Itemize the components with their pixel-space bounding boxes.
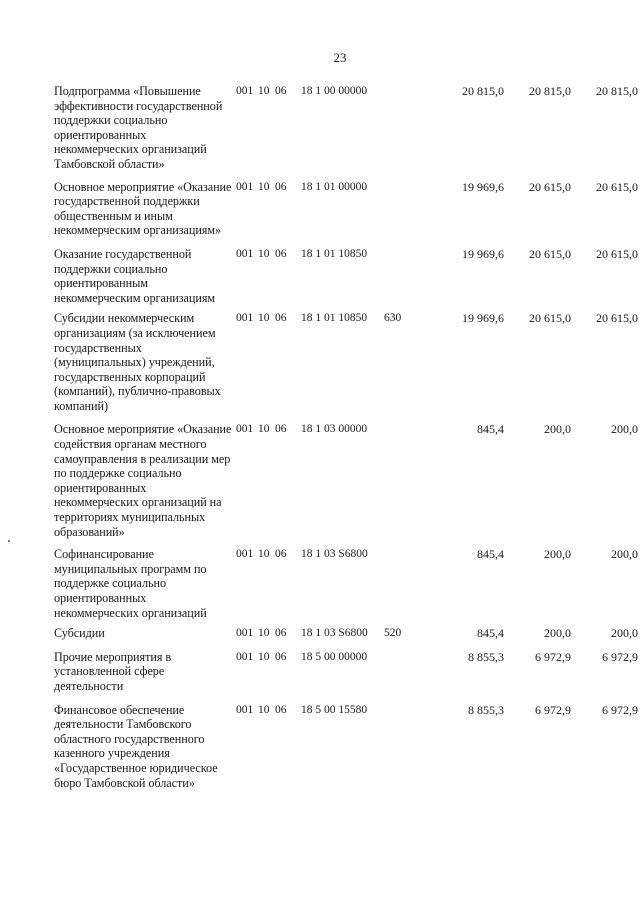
row-sum-2: 6 972,9 (535, 702, 571, 717)
row-name: Основное мероприятие «Оказание содействия органам местного самоуправления в реализации мер по поддержке социально ориентированных некоммерческих организаций на территориях муниципальных образований» (54, 422, 232, 539)
row-pr: 06 (275, 650, 287, 663)
page-number: 23 (333, 50, 347, 65)
row-rz: 10 (258, 627, 270, 640)
table-row (54, 311, 638, 413)
row-name: Основное мероприятие «Оказание государственной поддержки общественным и иным некоммерческим организациям» (54, 179, 232, 238)
table-row (54, 649, 638, 694)
row-pr: 06 (275, 703, 287, 716)
row-pr: 06 (275, 548, 287, 561)
row-sum-1: 19 969,6 (462, 311, 504, 326)
row-pr: 06 (275, 247, 287, 260)
row-sum-2: 20 615,0 (529, 246, 571, 261)
row-sum-1: 845,4 (477, 626, 504, 641)
row-pr: 06 (275, 180, 287, 193)
row-csr: 18 1 03 00000 (301, 423, 368, 436)
row-sum-1: 19 969,6 (462, 179, 504, 194)
row-csr: 18 1 00 00000 (301, 85, 368, 97)
row-ved: 001 (236, 548, 254, 561)
row-sum-1: 20 815,0 (462, 84, 504, 98)
row-name: Финансовое обеспечение деятельности Тамбовского областного государственного казенного учреждения «Государственное юридическое бюро Тамбовской области» (54, 702, 218, 790)
row-rz: 10 (258, 703, 270, 716)
row-rz: 10 (258, 180, 270, 193)
row-csr: 18 1 03 S6800 (301, 627, 368, 640)
row-sum-3: 20 615,0 (596, 311, 638, 326)
row-ved: 001 (236, 703, 254, 716)
row-sum-2: 200,0 (544, 626, 571, 641)
row-csr: 18 1 01 00000 (301, 180, 368, 193)
table-row (54, 626, 638, 641)
row-sum-1: 845,4 (477, 547, 504, 562)
row-rz: 10 (258, 312, 270, 325)
row-vr: 520 (384, 627, 402, 640)
row-name: Прочие мероприятия в установленной сфере деятельности (54, 649, 172, 693)
row-ved: 001 (236, 85, 254, 97)
row-sum-3: 20 815,0 (596, 84, 638, 98)
row-rz: 10 (258, 247, 270, 260)
row-sum-3: 200,0 (611, 547, 638, 562)
row-csr: 18 5 00 15580 (301, 703, 368, 716)
row-name: Субсидии (54, 626, 105, 641)
row-sum-1: 8 855,3 (468, 649, 504, 664)
row-pr: 06 (275, 85, 287, 97)
table-row (54, 547, 638, 620)
row-sum-1: 19 969,6 (462, 246, 504, 261)
row-sum-2: 200,0 (544, 547, 571, 562)
row-sum-2: 20 615,0 (529, 179, 571, 194)
row-vr: 630 (384, 312, 402, 325)
row-csr: 18 5 00 00000 (301, 650, 368, 663)
row-pr: 06 (275, 627, 287, 640)
row-sum-3: 20 615,0 (596, 179, 638, 194)
row-sum-2: 20 615,0 (529, 311, 571, 326)
row-sum-3: 6 972,9 (602, 702, 638, 717)
row-rz: 10 (258, 548, 270, 561)
row-ved: 001 (236, 312, 254, 325)
table-row (54, 422, 638, 539)
row-name: Подпрограмма «Повышение эффективности государственной поддержки социально ориентированных некоммерческих организаций Тамбовской области» (54, 84, 223, 171)
table-row (54, 179, 638, 238)
row-name: Субсидии некоммерческим организациям (за исключением государственных (муниципальных) учреждений, государственных корпораций (компаний), публично-правовых компаний) (54, 311, 221, 413)
row-sum-1: 8 855,3 (468, 702, 504, 717)
row-sum-2: 20 815,0 (529, 84, 571, 98)
row-csr: 18 1 01 10850 (301, 247, 368, 260)
row-name: Оказание государственной поддержки социально ориентированным некоммерческим организациям (54, 246, 216, 305)
row-sum-3: 6 972,9 (602, 649, 638, 664)
row-ved: 001 (236, 650, 254, 663)
table-row (54, 702, 638, 791)
row-rz: 10 (258, 85, 270, 97)
row-sum-3: 200,0 (611, 422, 638, 437)
row-sum-1: 845,4 (477, 422, 504, 437)
row-ved: 001 (236, 180, 254, 193)
table-row (54, 246, 638, 305)
row-sum-3: 200,0 (611, 626, 638, 641)
table-row (54, 84, 638, 172)
scan-speck (8, 540, 10, 542)
row-ved: 001 (236, 627, 254, 640)
row-name: Софинансирование муниципальных программ по поддержке социально ориентированных некоммерческих организаций (54, 547, 207, 620)
row-pr: 06 (275, 423, 287, 436)
row-sum-3: 20 615,0 (596, 246, 638, 261)
budget-table (54, 84, 638, 790)
row-sum-2: 200,0 (544, 422, 571, 437)
row-csr: 18 1 03 S6800 (301, 548, 368, 561)
row-rz: 10 (258, 650, 270, 663)
row-sum-2: 6 972,9 (535, 649, 571, 664)
row-pr: 06 (275, 312, 287, 325)
row-csr: 18 1 01 10850 (301, 312, 368, 325)
row-rz: 10 (258, 423, 270, 436)
row-ved: 001 (236, 247, 254, 260)
row-ved: 001 (236, 423, 254, 436)
